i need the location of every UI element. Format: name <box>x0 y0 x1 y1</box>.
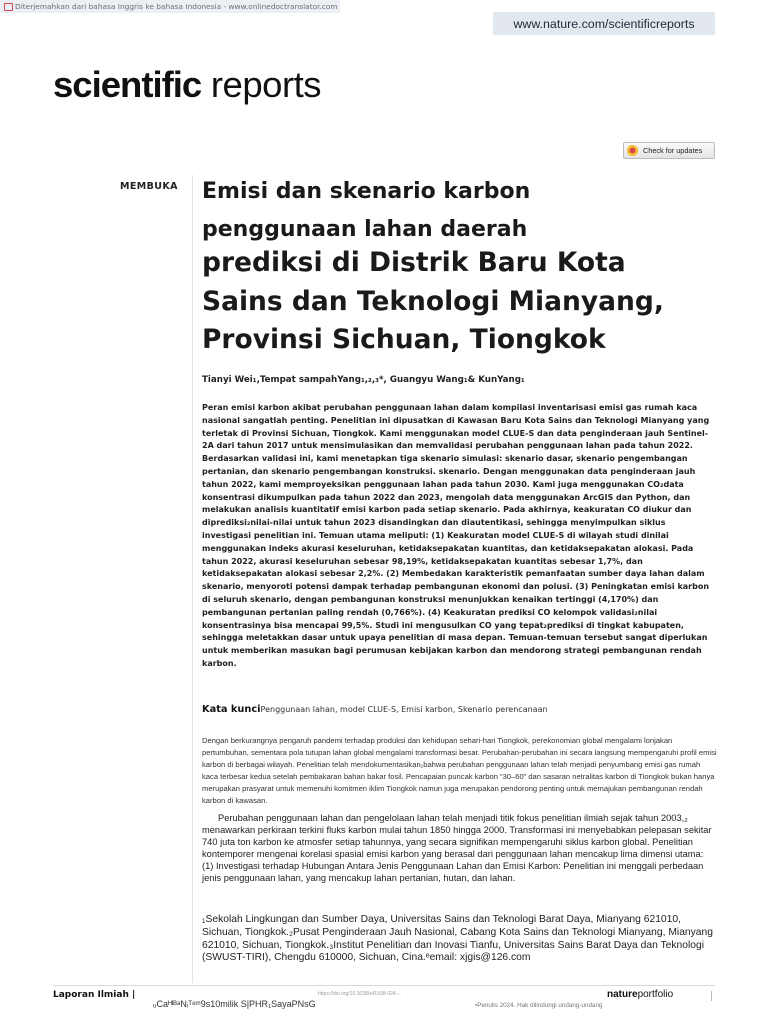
footer-doi[interactable]: https://doi.org/10.1038/s41598-024-... <box>318 991 402 997</box>
crossmark-icon <box>627 145 638 156</box>
vertical-divider <box>192 175 193 983</box>
abstract: Peran emisi karbon akibat perubahan penggunaan lahan dalam kompilasi inventarisasi emisi gas rumah kaca nasional sangatlah penting. Penelitian ini dipusatkan di Kawasan Baru Kota Sains dan Teknologi Mianyang yang terletak di Provinsi Sichuan, Tiongkok. Kami menggunakan model CLUE-S dan data penginderaan jauh Sentinel-2A dari tahun 2017 untuk mensimulasikan dan memvalidasi perubahan penggunaan lahan pada tahun 2022. Berdasarkan validasi ini, kami menetapkan tiga skenario simulasi: skenario dasar, skenario pengembangan pertanian, dan skenario pengembangan konstruksi. skenario. Dengan menggunakan data penginderaan jauh tahun 2022, kami memproyeksikan penggunaan lahan pada tahun 2030. Kami juga menggunakan CO₂data konsentrasi dikumpulkan pada tahun 2022 dan 2023, mengolah data menggunakan ArcGIS dan Python, dan melakukan analisis kuantitatif emisi karbon pada setiap skenario. Pada akhirnya, keakuratan CO diukur dan diprediksi₂nilai-nilai untuk tahun 2023 disandingkan dan diautentikasi, sehingga menyimpulkan siklus investigasi penelitian ini. Temuan utama meliputi: (1) Keakuratan model CLUE-S di wilayah studi dinilai menggunakan indeks akurasi keseluruhan, ketidaksepakatan kuantitas, dan ketidaksepakatan alokasi. Pada tahun 2022, akurasi keseluruhan sebesar 98,19%, ketidaksepakatan kuantitas sebesar 1,7%, dan ketidaksepakatan alokasi sebesar 2,2%. (2) Membedakan karakteristik pemanfaatan sumber daya lahan dalam skenario, menyoroti potensi dampak terhadap pembangunan ekonomi dan polusi. (3) Peningkatan emisi karbon di seluruh skenario, dengan pembangunan konstruksi menunjukkan kenaikan tertinggi (4,170%) dan pembangunan pertanian paling rendah (0,766%). (4) Keakuratan prediksi CO kelompok validasi₂nilai konsentrasinya bisa mencapai 99,5%. Studi ini mengusulkan CO yang tepat₂prediksi di tingkat kabupaten, sehingga meletakkan dasar untuk upaya penelitian di masa depan. Temuan-temuan tersebut sangat diperlukan untuk memberikan masukan bagi perumusan kebijakan karbon dan mendorong strategi pembangunan rendah karbon. <box>202 403 710 668</box>
intro-paragraph: Dengan berkurangnya pengaruh pandemi terhadap produksi dan kehidupan sehari-hari Tiongkok, perekonomian global mengalami lonjakan pertumbuhan, sementara pola tutupan lahan global mengalami transformasi besar. Perubahan-perubahan ini secara langsung mempengaruhi profil emisi karbon di berbagai wilayah. Penelitian telah mendokumentasikan₁bahwa perubahan penggunaan lahan telah menjadi penyumbang emisi gas rumah kaca terbesar kedua setelah pembakaran bahan bakar fosil. Pencapaian puncak karbon “30–60” dan sasaran netralitas karbon di Tiongkok bukan hanya merupakan prasyarat untuk memenuhi komitmen iklim Tiongkok namun juga merupakan pendorong penting untuk memajukan pembangunan rendah karbon di kawasan. <box>202 736 717 806</box>
translator-notice[interactable]: Diterjemahkan dari bahasa Inggris ke bahasa Indonesia - www.onlinedoctranslator.com <box>15 2 338 11</box>
author-list: Tianyi Wei₁,Tempat sampahYang₁,₂,₃*, Guangyu Wang₁& KunYang₁ <box>202 375 525 385</box>
footer-citation: ᵤCaᴴᴵᴮᵃNᵢᵀᵉᵐ9s10milik S|PHR₁SayaPNsG <box>153 999 316 1009</box>
check-for-updates-label: Check for updates <box>643 146 703 155</box>
keywords-text: Penggunaan lahan, model CLUE-S, Emisi karbon, Skenario perencanaan <box>260 705 548 714</box>
keywords-label: Kata kunci <box>202 704 261 715</box>
publisher-logo-bold: nature <box>607 989 638 1000</box>
keywords-line <box>202 704 716 715</box>
publisher-logo-light: portfolio <box>637 989 674 1000</box>
translator-notice-bar[interactable] <box>0 0 340 13</box>
translator-icon <box>4 3 13 11</box>
title-second-part: prediksi di Distrik Baru Kota Sains dan Teknologi Mianyang, Provinsi Sichuan, Tiongkok <box>202 247 664 355</box>
journal-logo-word1: scientific <box>53 64 202 105</box>
article-type-label: MEMBUKA <box>120 181 178 192</box>
page-marker <box>711 991 712 1001</box>
footer-journal-name: Laporan Ilmiah | <box>53 990 136 1000</box>
title-first-part: Emisi dan skenario karbon penggunaan lahan daerah <box>202 179 531 242</box>
check-for-updates-button[interactable] <box>623 142 715 159</box>
journal-url-tab[interactable]: www.nature.com/scientificreports <box>493 12 715 35</box>
footer-copyright: •Penulis 2024. Hak dilindungi undang-undang <box>475 1002 603 1009</box>
body-paragraph: Perubahan penggunaan lahan dan pengelolaan lahan telah menjadi titik fokus penelitian ilmiah sejak tahun 2003,₂ menawarkan perkiraan terkini fluks karbon mulai tahun 1850 hingga 2000. Transformasi ini menyebabkan pelepasan sekitar 740 juta ton karbon ke atmosfer setiap tahunnya, yang secara signifikan mempengaruhi siklus karbon global. Penelitian kontemporer mengenai korelasi spasial emisi karbon yang berasal dari penggunaan lahan mencakup lima dimensi utama: (1) Investigasi terhadap Hubungan Antara Jenis Penggunaan Lahan dan Emisi Karbon: Penelitian ini menggali perbedaan jenis penggunaan lahan, yang mencakup lahan pertanian, hutan, dan lahan. <box>202 813 712 884</box>
journal-logo-word2: reports <box>210 64 321 105</box>
affiliations: ₁Sekolah Lingkungan dan Sumber Daya, Universitas Sains dan Teknologi Barat Daya, Mianyang 621010, Sichuan, Tiongkok.₂Pusat Penginderaan Jauh Nasional, Cabang Kota Sains dan Teknologi Mianyang, Mianyang 621010, Sichuan, Tiongkok.₃Institut Penelitian dan Inovasi Tianfu, Universitas Sains Barat Daya dan Teknologi (SWUST-TIRI), Chengdu 610000, Sichuan, Cina.ᵉemail: xjgis@126.com <box>202 914 713 964</box>
publisher-logo <box>607 989 673 1000</box>
journal-logo <box>53 64 321 106</box>
footer-divider <box>53 985 715 986</box>
